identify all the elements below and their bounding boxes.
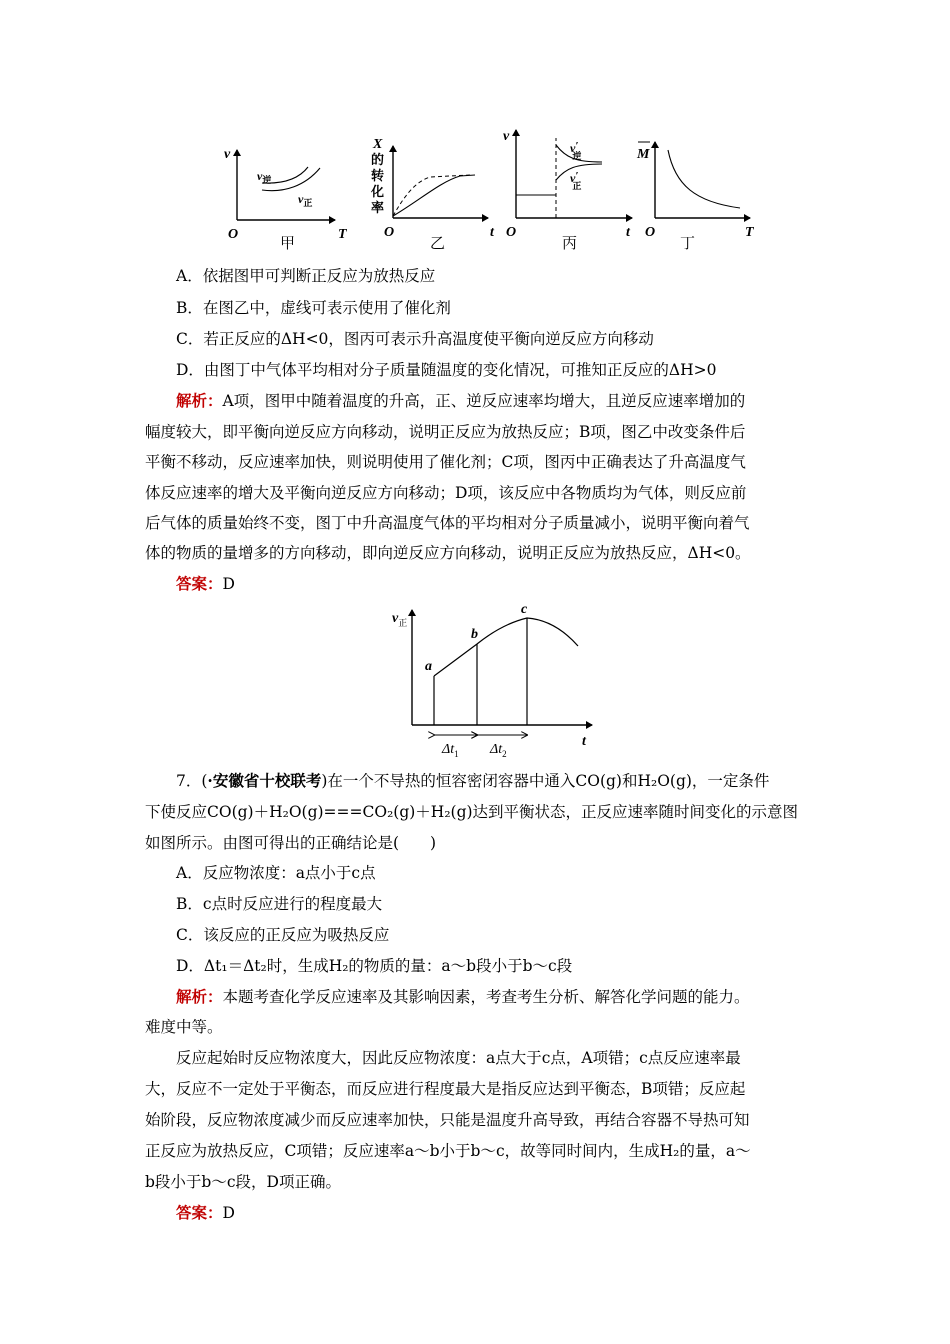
fig2-point-c: c <box>521 602 528 617</box>
q6-analysis-line-6: 体的物质的量增多的方向移动，即向逆反应方向移动，说明正反应为放热反应，ΔH<0。 <box>145 544 751 562</box>
q7-stem-line-3: 如图所示。由图可得出的正确结论是( ) <box>145 834 437 852</box>
fig2-point-a: a <box>425 659 432 674</box>
yi-y-label-5: 率 <box>371 200 385 215</box>
q6-analysis-line-3: 平衡不移动，反应速率加快，则说明使用了催化剂；C项，图丙中正确表达了升高温度气 <box>145 453 746 471</box>
figure-rate-time <box>0 598 950 763</box>
fig2-point-b: b <box>471 627 478 642</box>
ding-caption: 丁 <box>680 236 696 252</box>
q7-analysis-para2-line-4: 正反应为放热反应，C项错；反应速率a～b小于b～c，故等同时间内，生成H₂的量，a～ <box>145 1142 751 1160</box>
ding-y-axis: M <box>637 147 650 162</box>
q6-option-b: B．在图乙中，虚线可表示使用了催化剂 <box>176 299 451 317</box>
q6-analysis-label: 解析： <box>176 391 223 410</box>
q7-source: ·安徽省十校联考 <box>207 771 322 790</box>
graph-bing <box>503 129 632 252</box>
yi-y-label-3: 转 <box>371 168 385 183</box>
q6-option-d: D．由图丁中气体平均相对分子质量随温度的变化情况，可推知正反应的ΔH>0 <box>176 361 717 379</box>
ding-origin: O <box>645 225 656 240</box>
graph-ding <box>636 142 755 252</box>
q6-analysis-line-1: 解析：A项，图甲中随着温度的升高，正、逆反应速率均增大，且逆反应速率增加的 <box>176 391 746 410</box>
bing-origin: O <box>506 225 517 240</box>
bing-caption: 丙 <box>562 236 578 252</box>
yi-caption: 乙 <box>430 236 446 252</box>
figure-row-jia-yi-bing-ding <box>0 0 950 260</box>
bing-curve-lower <box>556 164 602 180</box>
fig2-dt2: $\Delta t_2$ <box>490 742 507 759</box>
jia-label-ni: $v_逆$ <box>257 169 272 186</box>
q6-option-a: A．依据图甲可判断正反应为放热反应 <box>176 267 436 285</box>
graph-jia <box>224 147 348 252</box>
yi-y-label-4: 化 <box>371 184 385 199</box>
q7-answer: 答案：D <box>176 1203 235 1222</box>
q6-analysis-line-4: 体反应速率的增大及平衡向逆反应方向移动；D项，该反应中各物质均为气体，则反应前 <box>145 484 747 502</box>
fig2-x-axis: t <box>582 734 586 749</box>
jia-x-axis: T <box>338 227 347 242</box>
q7-analysis-para2-line-2: 大，反应不一定处于平衡态，而反应进行程度最大是指反应达到平衡态，B项错；反应起 <box>145 1080 746 1098</box>
jia-y-axis: v <box>224 147 231 162</box>
jia-caption: 甲 <box>280 236 296 252</box>
q7-analysis-para2-line-1: 反应起始时反应物浓度大，因此反应物浓度：a点大于c点，A项错；c点反应速率最 <box>176 1049 741 1067</box>
q7-option-d: D．Δt₁＝Δt₂时，生成H₂的物质的量：a～b段小于b～c段 <box>176 957 573 975</box>
jia-label-zheng: $v_正$ <box>298 192 313 209</box>
yi-curve-solid <box>393 175 475 216</box>
q7-analysis-line-1: 解析：本题考查化学反应速率及其影响因素，考查考生分析、解答化学问题的能力。 <box>176 987 750 1006</box>
yi-origin: O <box>384 225 395 240</box>
bing-label-lower: v′正 <box>570 170 582 192</box>
q7-analysis-line-2: 难度中等。 <box>145 1018 223 1036</box>
fig2-rate-curve <box>434 618 578 676</box>
graph-yi <box>370 137 495 252</box>
q7-option-c: C．该反应的正反应为吸热反应 <box>176 926 390 944</box>
ding-curve <box>668 150 740 208</box>
bing-y-axis: v <box>503 129 510 144</box>
ding-x-axis: T <box>745 225 754 240</box>
q6-analysis-line-5: 后气体的质量始终不变，图丁中升高温度气体的平均相对分子质量减小，说明平衡向着气 <box>145 514 750 532</box>
q6-option-c: C．若正反应的ΔH<0，图丙可表示升高温度使平衡向逆反应方向移动 <box>176 330 654 348</box>
fig2-y-axis: $v_正$ <box>392 611 408 629</box>
q6-analysis-line-2: 幅度较大，即平衡向逆反应方向移动，说明正反应为放热反应；B项，图乙中改变条件后 <box>145 423 746 441</box>
yi-curve-dashed <box>393 175 470 216</box>
q7-analysis-para2-line-5: b段小于b～c段，D项正确。 <box>145 1173 341 1191</box>
bing-label-upper: v′逆 <box>570 140 582 162</box>
q7-option-b: B．c点时反应进行的程度最大 <box>176 895 383 913</box>
q7-stem-line-2: 下使反应CO(g)＋H₂O(g)===CO₂(g)＋H₂(g)达到平衡状态，正反应速率随时间变化的示意图 <box>145 803 799 821</box>
q7-option-a: A．反应物浓度：a点小于c点 <box>176 864 376 882</box>
q7-stem-line-1: 7．(·安徽省十校联考)在一个不导热的恒容密闭容器中通入CO(g)和H₂O(g)，一定条件 <box>176 771 770 790</box>
jia-origin: O <box>228 227 239 242</box>
yi-x-axis: t <box>490 225 494 240</box>
yi-y-label-2: 的 <box>371 152 385 167</box>
fig2-dt1: $\Delta t_1$ <box>442 742 459 759</box>
bing-x-axis: t <box>626 225 630 240</box>
yi-y-label-1: X <box>373 137 383 152</box>
q7-analysis-para2-line-3: 始阶段，反应物浓度减少而反应速率加快，只能是温度升高导致，再结合容器不导热可知 <box>145 1111 750 1129</box>
q6-answer: 答案：D <box>176 574 235 593</box>
